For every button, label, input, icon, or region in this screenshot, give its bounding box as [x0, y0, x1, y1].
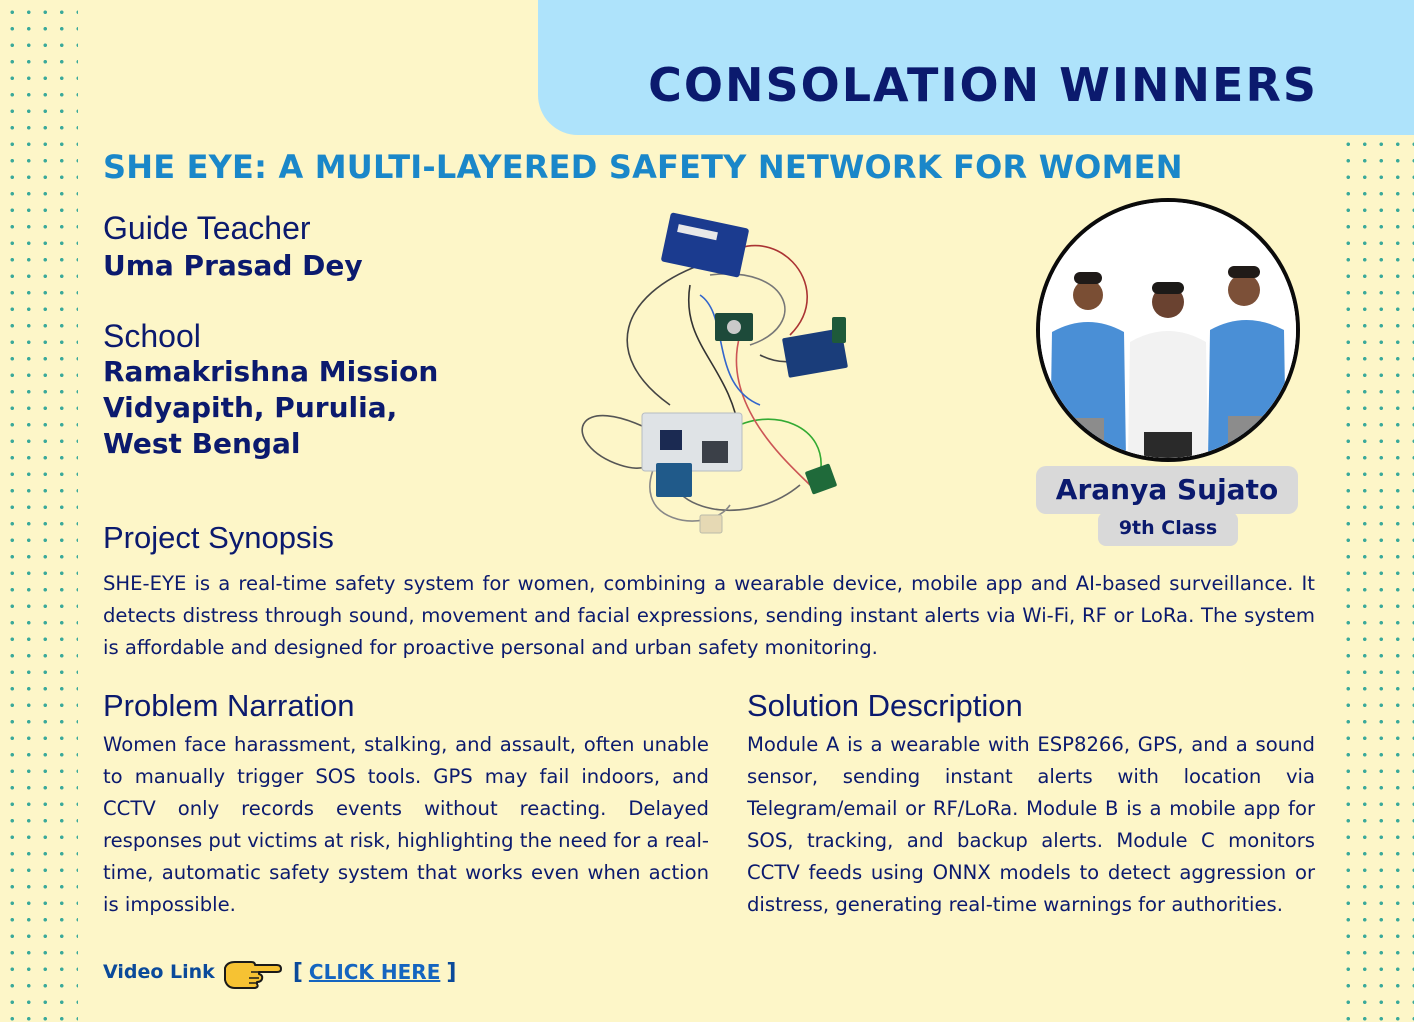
banner-title: CONSOLATION WINNERS: [648, 58, 1318, 112]
student-photo-art: [1040, 202, 1296, 458]
video-link-row: [103, 954, 456, 990]
pointing-hand-icon: [221, 954, 283, 990]
click-here-link[interactable]: CLICK HERE: [308, 960, 441, 984]
student-class: 9th Class: [1098, 512, 1238, 546]
problem-text: Women face harassment, stalking, and assault, often unable to manually trigger SOS tools. GPS may fail indoors, and CCTV only records events without reacting. Delayed responses put victims at risk, highlighting the need for a real-time, automatic safety system that works even when action is impossible.: [103, 733, 709, 916]
solution-heading: Solution Description: [747, 688, 1023, 723]
school-line: Vidyapith, Purulia,: [103, 391, 398, 424]
synopsis-heading: Project Synopsis: [103, 520, 334, 555]
student-name: Aranya Sujato: [1036, 466, 1298, 514]
school-line: Ramakrishna Mission: [103, 355, 439, 388]
student-photo: [1036, 198, 1300, 462]
school-line: West Bengal: [103, 427, 301, 460]
guide-teacher-label: Guide Teacher: [103, 210, 311, 246]
synopsis-text: SHE-EYE is a real-time safety system for women, combining a wearable device, mobile app and AI-based surveillance. It detects distress through sound, movement and facial expressions, sending instant alerts via Wi-Fi, RF or LoRa. The system is affordable and designed for proactive personal and urban safety monitoring.: [103, 572, 1315, 659]
school-name: [103, 354, 438, 462]
project-hardware-image: [560, 205, 870, 545]
video-link-label: Video Link: [103, 961, 215, 983]
left-dot-pattern: [0, 0, 78, 1022]
bracket-open: [: [292, 959, 303, 985]
guide-teacher-name: Uma Prasad Dey: [103, 249, 363, 282]
header-banner: [538, 0, 1414, 135]
project-title: SHE EYE: A MULTI-LAYERED SAFETY NETWORK FOR WOMEN: [103, 148, 1183, 186]
bracket-close: ]: [446, 959, 457, 985]
solution-text: Module A is a wearable with ESP8266, GPS, and a sound sensor, sending instant alerts with location via Telegram/email or RF/LoRa. Module B is a mobile app for SOS, tracking, and backup alerts. Module C monitors CCTV feeds using ONNX models to detect aggression or distress, generating real-time warnings for authorities.: [747, 733, 1315, 916]
problem-heading: Problem Narration: [103, 688, 355, 723]
right-dot-pattern: [1336, 0, 1414, 1022]
school-label: School: [103, 318, 201, 354]
